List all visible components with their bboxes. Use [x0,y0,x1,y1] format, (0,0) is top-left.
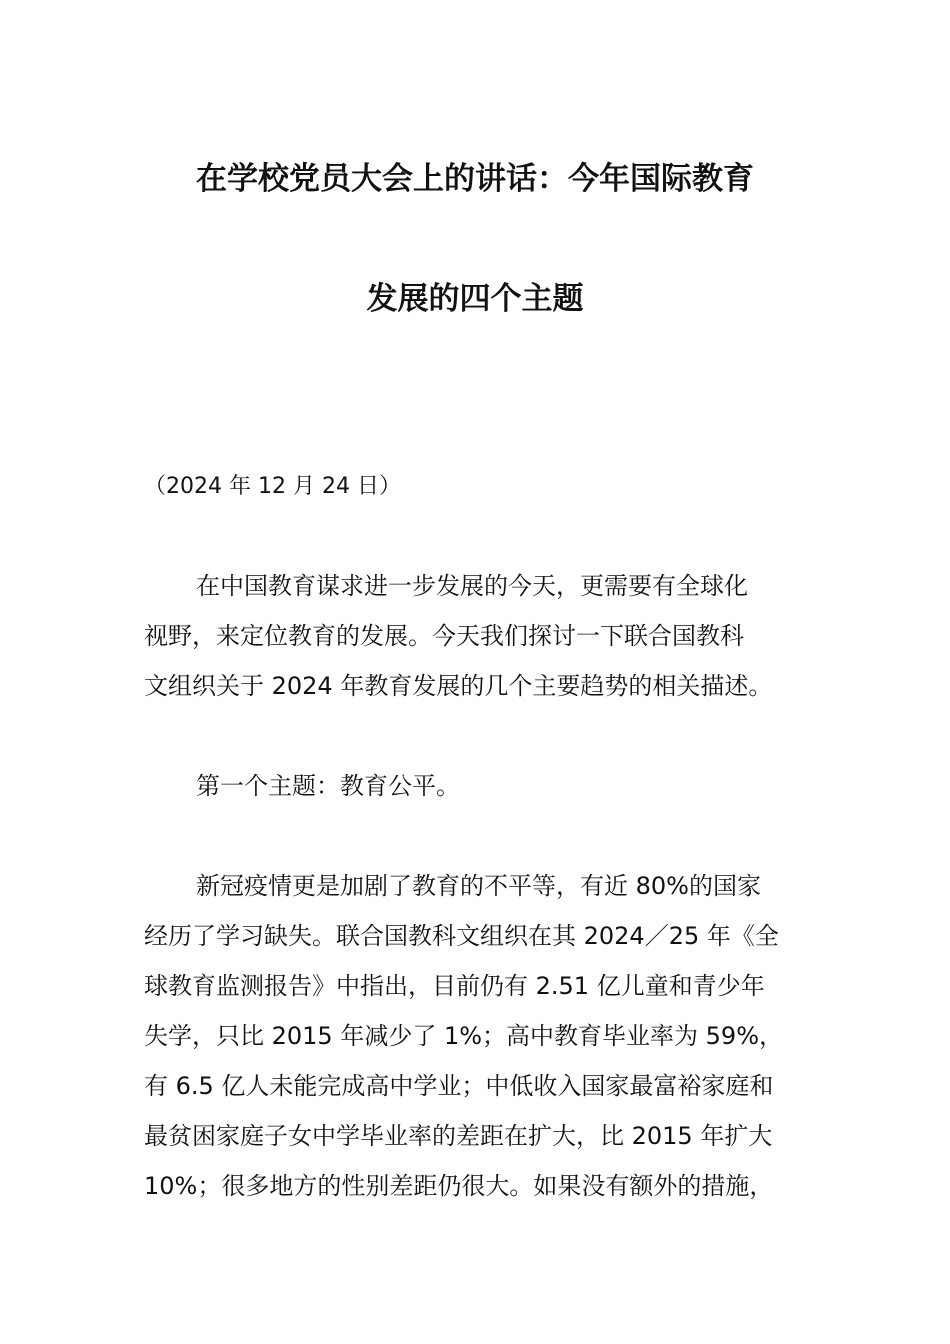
paragraph-line: 失学，只比 2015 年减少了 1%；高中教育毕业率为 59%， [144,1022,784,1050]
document-title-line-1: 在学校党员大会上的讲话：今年国际教育 [196,161,754,197]
paragraph-line: 10%；很多地方的性别差距仍很大。如果没有额外的措施， [144,1172,774,1200]
paragraph-line: 球教育监测报告》中指出，目前仍有 2.51 亿儿童和青少年 [144,972,765,1000]
paragraph-line: 经历了学习缺失。联合国教科文组织在其 2024／25 年《全 [144,922,779,950]
paragraph-equity [144,871,824,1221]
paragraph-line: 在中国教育谋求进一步发展的今天，更需要有全球化 [196,572,748,600]
paragraph-intro [144,571,824,721]
paragraph-line: 视野，来定位教育的发展。今天我们探讨一下联合国教科 [144,622,744,650]
speech-date: （2024 年 12 月 24 日） [144,474,401,499]
paragraph-line: 最贫困家庭子女中学毕业率的差距在扩大，比 2015 年扩大 [144,1122,773,1150]
paragraph-line: 文组织关于 2024 年教育发展的几个主要趋势的相关描述。 [144,672,773,700]
paragraph-line: 有 6.5 亿人未能完成高中学业；中低收入国家最富裕家庭和 [144,1072,774,1100]
paragraph-first-theme [144,771,824,821]
document-title-line-2: 发展的四个主题 [366,281,584,317]
paragraph-line: 新冠疫情更是加剧了教育的不平等，有近 80%的国家 [196,872,761,900]
paragraph-line: 第一个主题：教育公平。 [196,772,460,800]
